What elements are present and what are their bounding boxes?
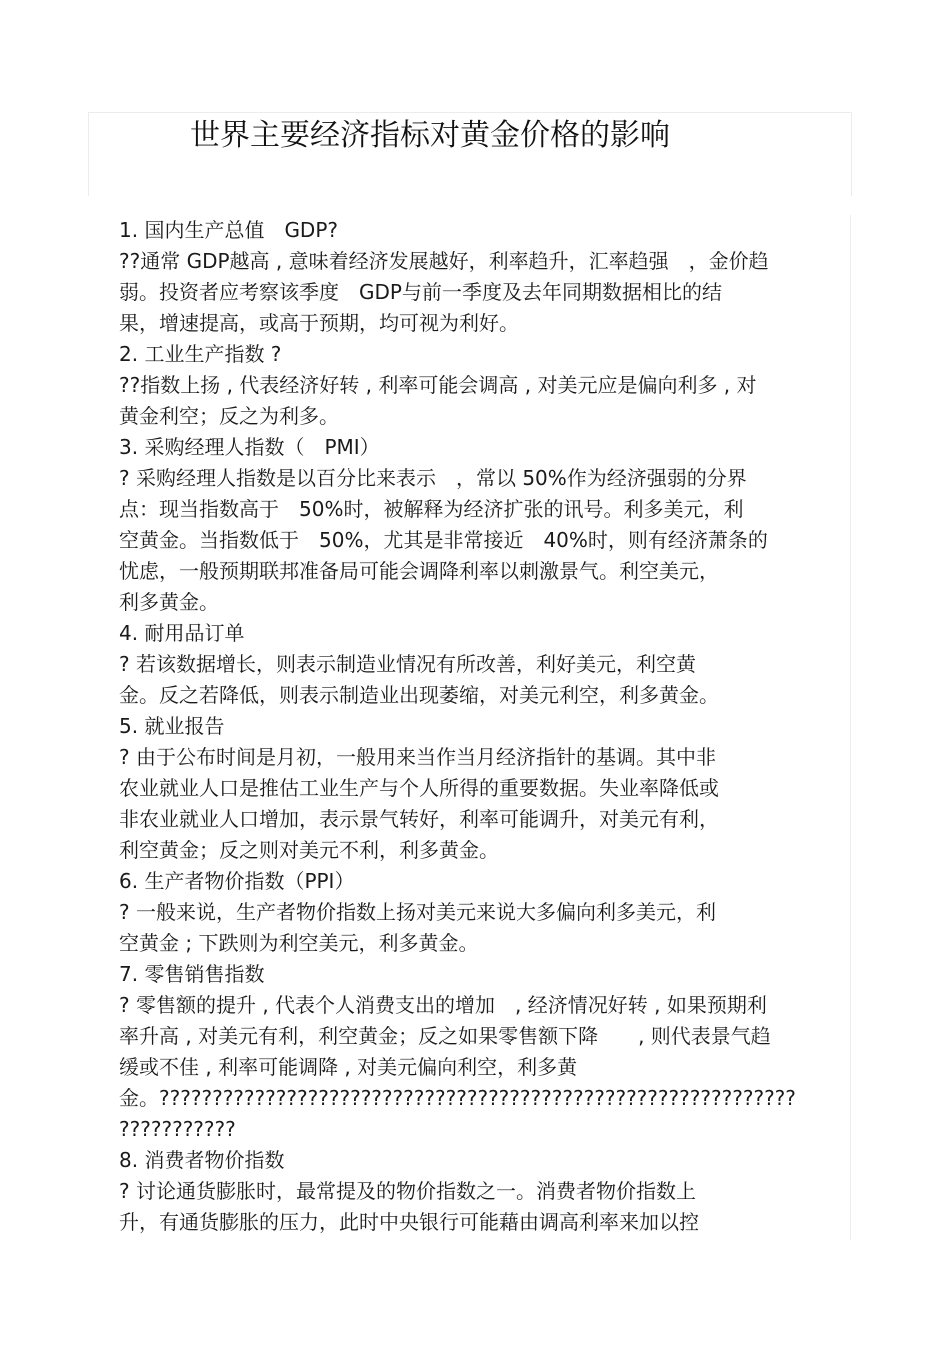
heading-ppi: 6. 生产者物价指数（PPI） (119, 869, 355, 893)
paragraph-line: ? 采购经理人指数是以百分比来表示 ，常以 50%作为经济强弱的分界 (119, 466, 747, 490)
paragraph-line: ? 零售额的提升 , 代表个人消费支出的增加 , 经济情况好转 , 如果预期利 (119, 993, 767, 1017)
document-body (119, 215, 864, 1238)
paragraph-line: 黄金利空；反之为利多。 (119, 404, 339, 428)
heading-pmi: 3. 采购经理人指数（ PMI） (119, 435, 380, 459)
heading-retail-sales: 7. 零售销售指数 (119, 962, 265, 986)
paragraph-line: ? 由于公布时间是月初，一般用来当作当月经济指针的基调。其中非 (119, 745, 716, 769)
paragraph-line: 升，有通货膨胀的压力，此时中央银行可能藉由调高利率来加以控 (119, 1210, 699, 1234)
heading-durable-goods: 4. 耐用品订单 (119, 621, 245, 645)
paragraph-line: 利多黄金。 (119, 590, 219, 614)
paragraph-line: 空黄金。当指数低于 50%，尤其是非常接近 40%时，则有经济萧条的 (119, 528, 768, 552)
paragraph-line: 率升高 , 对美元有利，利空黄金；反之如果零售额下降 , 则代表景气趋 (119, 1024, 771, 1048)
paragraph-line: 金。???????????????????????????????????????????????????????????? (119, 1086, 796, 1110)
paragraph-line: 金。反之若降低，则表示制造业出现萎缩，对美元利空，利多黄金。 (119, 683, 719, 707)
paragraph-line: 忧虑，一般预期联邦准备局可能会调降利率以刺激景气。利空美元， (119, 559, 719, 583)
paragraph-line: 果，增速提高，或高于预期，均可视为利好。 (119, 311, 519, 335)
paragraph-line: 缓或不佳 , 利率可能调降 , 对美元偏向利空，利多黄 (119, 1055, 578, 1079)
heading-cpi: 8. 消费者物价指数 (119, 1148, 285, 1172)
heading-gdp: 1. 国内生产总值 GDP? (119, 218, 339, 242)
heading-industrial-production: 2. 工业生产指数 ? (119, 342, 282, 366)
paragraph-line: 利空黄金；反之则对美元不利，利多黄金。 (119, 838, 499, 862)
document-title: 世界主要经济指标对黄金价格的影响 (190, 118, 670, 153)
paragraph-line: 农业就业人口是推估工业生产与个人所得的重要数据。失业率降低或 (119, 776, 719, 800)
paragraph-line: ? 讨论通货膨胀时，最常提及的物价指数之一。消费者物价指数上 (119, 1179, 696, 1203)
paragraph-line: 空黄金 ; 下跌则为利空美元，利多黄金。 (119, 931, 479, 955)
paragraph-line: ??指数上扬 , 代表经济好转 , 利率可能会调高 , 对美元应是偏向利多 , 对 (119, 373, 757, 397)
paragraph-line: ? 一般来说，生产者物价指数上扬对美元来说大多偏向利多美元，利 (119, 900, 716, 924)
paragraph-line: ??????????? (119, 1117, 236, 1141)
paragraph-line: 弱。投资者应考察该季度 GDP与前一季度及去年同期数据相比的结 (119, 280, 722, 304)
paragraph-line: ??通常 GDP越高 , 意味着经济发展越好，利率趋升，汇率趋强 ，金价趋 (119, 249, 769, 273)
paragraph-line: ? 若该数据增长，则表示制造业情况有所改善，利好美元，利空黄 (119, 652, 696, 676)
paragraph-line: 点：现当指数高于 50%时，被解释为经济扩张的讯号。利多美元，利 (119, 497, 744, 521)
paragraph-line: 非农业就业人口增加，表示景气转好，利率可能调升，对美元有利， (119, 807, 719, 831)
heading-employment-report: 5. 就业报告 (119, 714, 225, 738)
